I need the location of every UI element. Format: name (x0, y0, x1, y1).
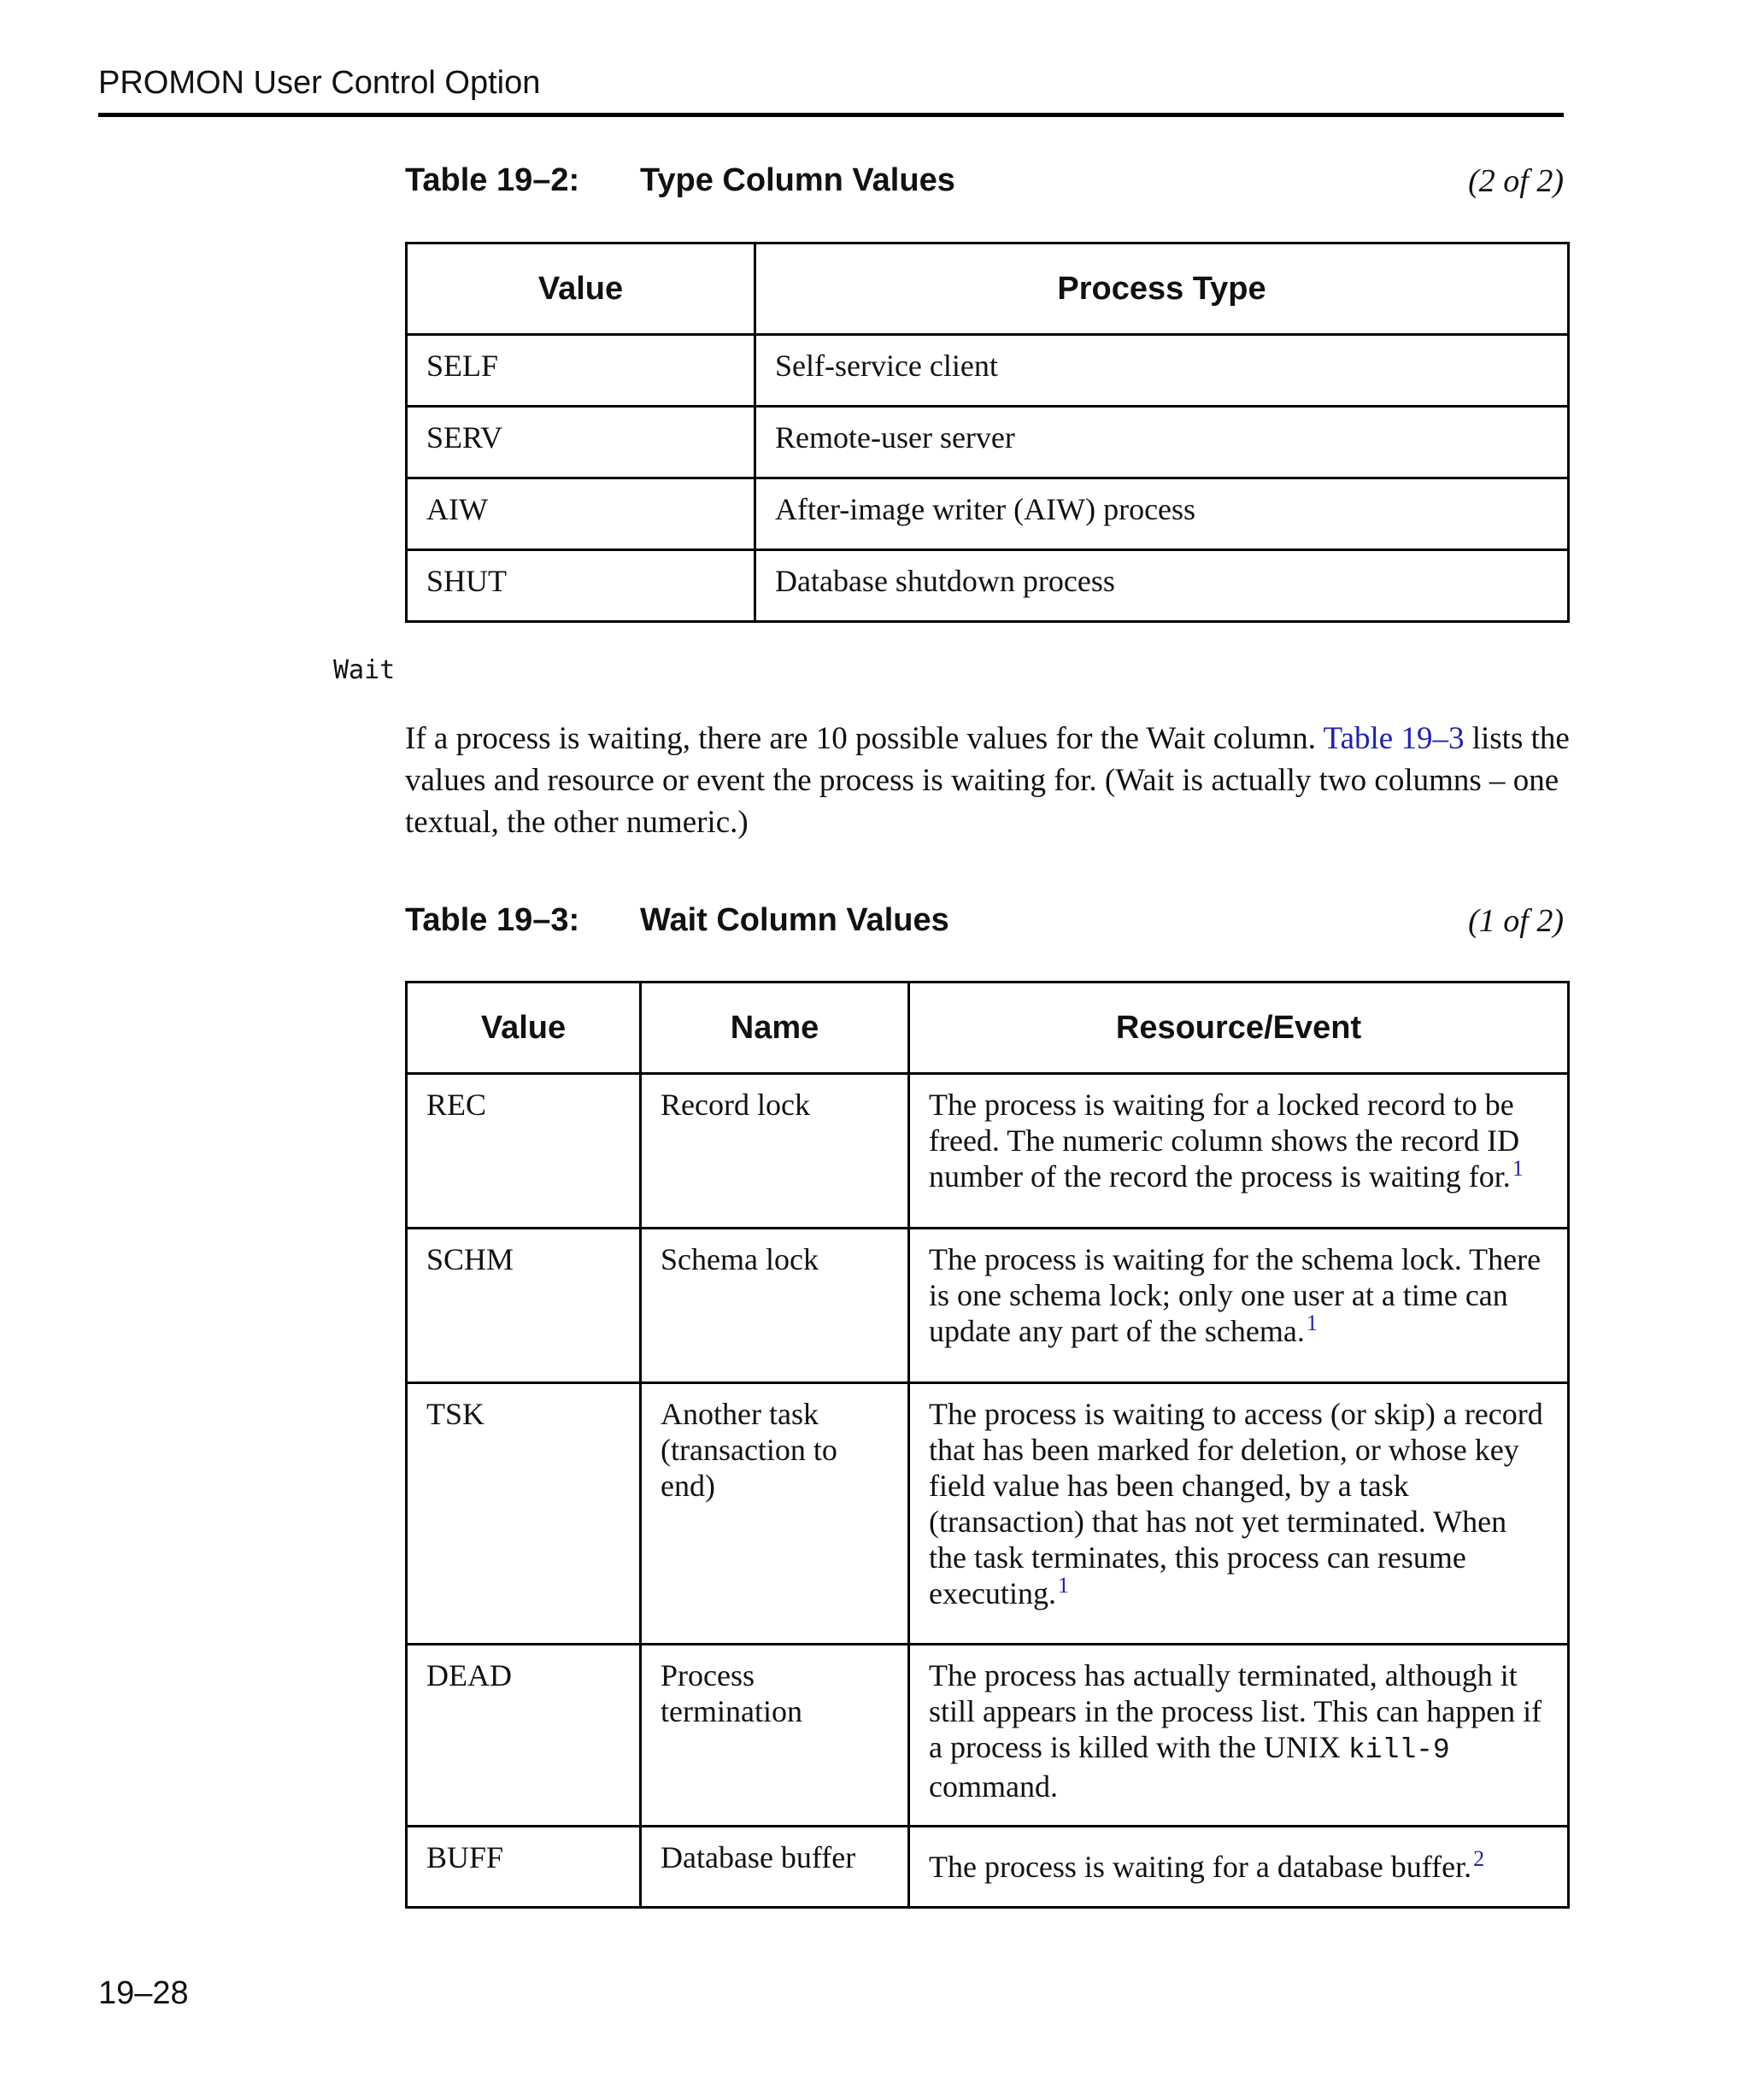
table-row (407, 1383, 1569, 1645)
header-rule (98, 113, 1564, 117)
column-header-name: Name (641, 983, 909, 1074)
table-row (407, 1827, 1569, 1908)
table-row (407, 1645, 1569, 1827)
para-text: If a process is waiting, there are 10 possible values for the Wait column. (405, 721, 1324, 756)
type-column-values-table (405, 242, 1570, 623)
cell-resource-event (909, 1074, 1569, 1229)
cell-resource-event (909, 1229, 1569, 1383)
caption-number: Table 19–2: (405, 162, 580, 198)
page-number: 19–28 (98, 1975, 189, 2011)
caption-number: Table 19–3: (405, 902, 580, 938)
table-19-3-caption (405, 902, 1564, 953)
cell-name: Database buffer (641, 1827, 909, 1908)
cell-resource-event (909, 1827, 1569, 1908)
cell-name: Schema lock (641, 1229, 909, 1383)
table-row (407, 407, 1569, 478)
wait-column-values-table (405, 981, 1570, 1909)
table-19-2-caption (405, 162, 1564, 214)
table-header-row (407, 243, 1569, 335)
footnote-link[interactable]: 1 (1306, 1311, 1318, 1335)
desc-text: The process is waiting for a database buffer. (929, 1850, 1472, 1884)
cell-process-type: Database shutdown process (755, 550, 1569, 622)
footnote-link[interactable]: 1 (1057, 1573, 1069, 1598)
caption-title: Type Column Values (640, 162, 955, 198)
caption-part: (1 of 2) (1468, 903, 1564, 939)
wait-term: Wait (333, 655, 396, 685)
cell-process-type: Remote-user server (755, 407, 1569, 478)
column-header-value: Value (407, 243, 755, 335)
table-row (407, 478, 1569, 550)
cell-value: BUFF (407, 1827, 641, 1908)
cell-value: TSK (407, 1383, 641, 1645)
desc-text: The process is waiting for a locked record to be freed. The numeric column shows the record ID number of the record the process is waiting for. (929, 1088, 1520, 1194)
desc-text: The process is waiting for the schema lock. There is one schema lock; only one user at a time can update any part of the schema. (929, 1242, 1542, 1348)
wait-description (405, 718, 1576, 843)
table-row (407, 550, 1569, 622)
cell-value: SELF (407, 335, 755, 407)
table-header-row (407, 983, 1569, 1074)
desc-text: The process is waiting to access (or skip) a record that has been marked for deletion, or whose key field value has been changed, by a task (transaction) that has not yet terminated. When the task terminates, this process can resume executing. (929, 1397, 1543, 1610)
column-header-value: Value (407, 983, 641, 1074)
column-header-process-type: Process Type (755, 243, 1569, 335)
table-row (407, 335, 1569, 407)
cell-name: Another task (transaction to end) (641, 1383, 909, 1645)
table-row (407, 1074, 1569, 1229)
column-header-resource-event: Resource/Event (909, 983, 1569, 1074)
cell-resource-event (909, 1383, 1569, 1645)
cell-process-type: After-image writer (AIW) process (755, 478, 1569, 550)
cell-value: SHUT (407, 550, 755, 622)
desc-text: The process has actually terminated, although it still appears in the process list. This can happen if a process is killed with the UNIX (929, 1658, 1542, 1764)
cell-process-type: Self-service client (755, 335, 1569, 407)
table-row (407, 1229, 1569, 1383)
caption-title: Wait Column Values (640, 902, 949, 938)
cell-resource-event (909, 1645, 1569, 1827)
cell-value: SCHM (407, 1229, 641, 1383)
cell-value: SERV (407, 407, 755, 478)
cell-value: DEAD (407, 1645, 641, 1827)
para-text: lists the values and resource or event the process is waiting for. (Wait is actually two columns – one textual, the other numeric.) (405, 721, 1570, 840)
caption-part: (2 of 2) (1468, 163, 1564, 199)
footnote-link[interactable]: 2 (1473, 1846, 1485, 1871)
cell-value: AIW (407, 478, 755, 550)
running-header: PROMON User Control Option (98, 65, 541, 101)
footnote-link[interactable]: 1 (1512, 1156, 1524, 1181)
code-kill-9: kill-9 (1348, 1734, 1450, 1766)
cell-name: Process termination (641, 1645, 909, 1827)
desc-text: command. (929, 1769, 1058, 1804)
cell-value: REC (407, 1074, 641, 1229)
table-19-3-link[interactable]: Table 19–3 (1323, 721, 1465, 756)
cell-name: Record lock (641, 1074, 909, 1229)
